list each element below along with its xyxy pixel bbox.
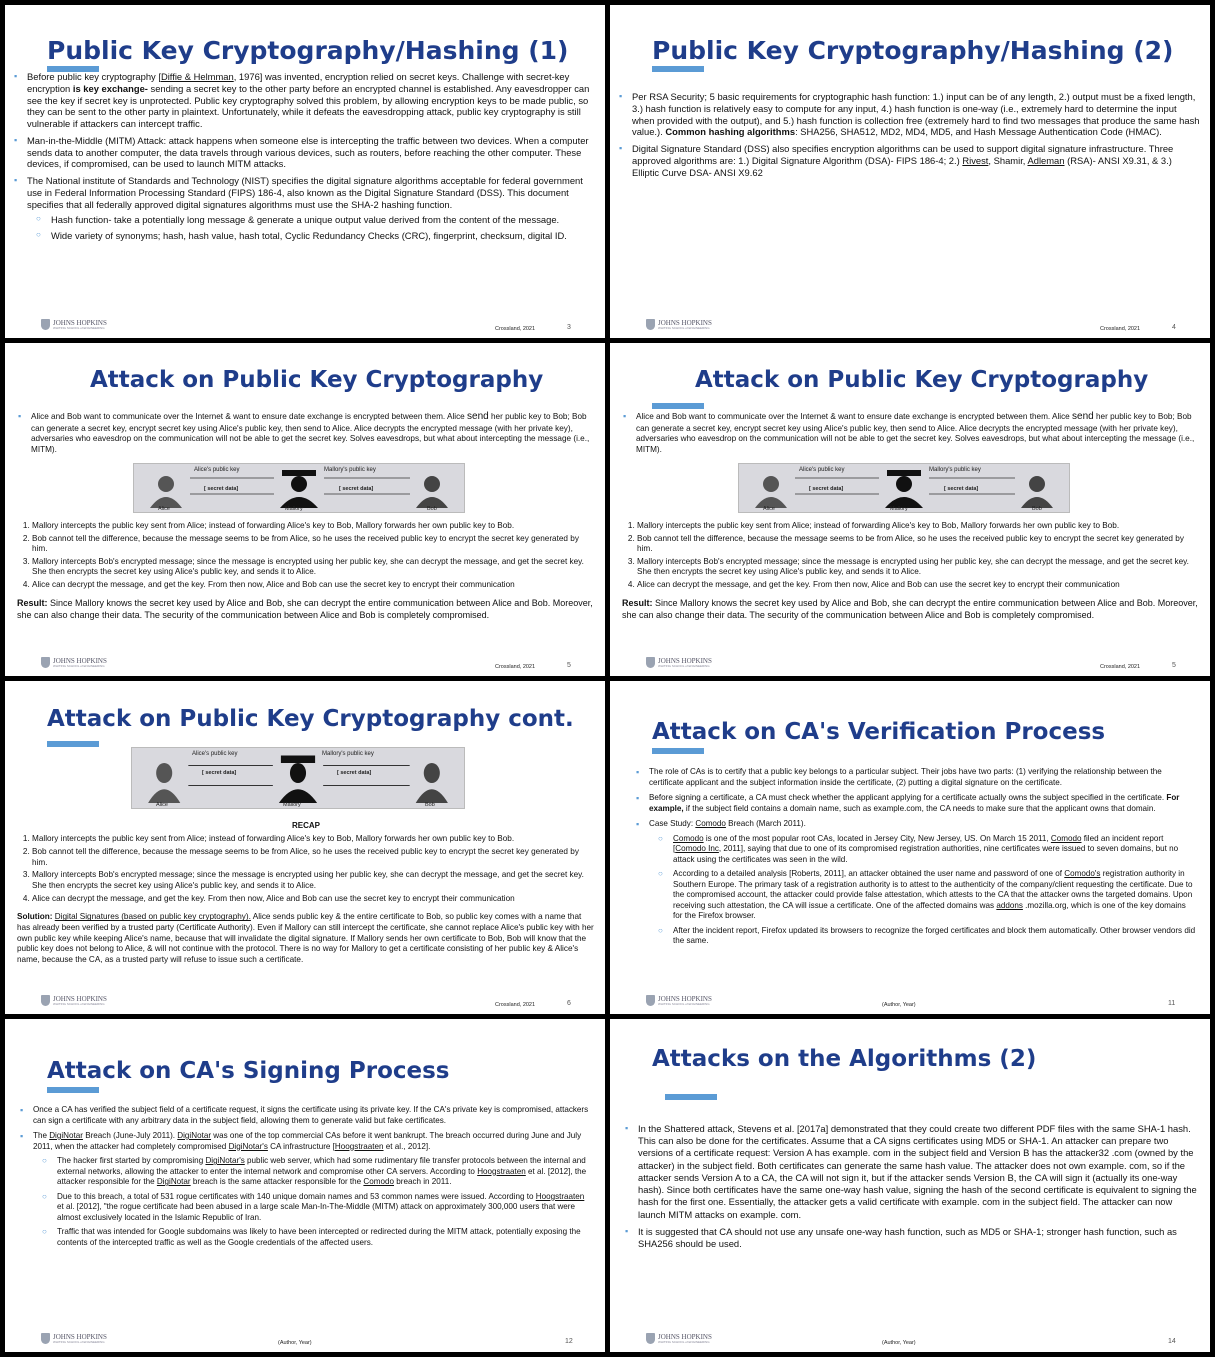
shield-icon (646, 1333, 655, 1344)
mallory-figure (885, 470, 923, 508)
slide-pk-hashing-2 (610, 5, 1210, 338)
mitm-diagram-art (739, 464, 1069, 512)
slide-footer (610, 1326, 1210, 1352)
mallory-key-label: Mallory's public key (324, 467, 376, 473)
slide-title: Attack on CA's Signing Process (47, 1058, 450, 1084)
mallory-label: Mallory (285, 506, 303, 512)
slide-title: Attacks on the Algorithms (2) (652, 1046, 1037, 1072)
mitm-diagram (133, 463, 465, 513)
slide-footer (5, 988, 605, 1014)
jhu-logo: JOHNS HOPKINS WHITING SCHOOL of ENGINEERING (41, 657, 107, 668)
attack-step: 1. Mallory intercepts the public key sent from Alice; instead of forwarding Alice's key to Bob, Mallory forwards her own public key to Bob. (32, 834, 595, 845)
bullet: ▪ The DigiNotar Breach (June-July 2011). DigiNotar was one of the top commercial CAs before it went bankrupt. The breach occurred during June and July 2011, when the attacker had completely compromised DigiNotar's CA infrastructure [Hoogstraaten et al., 2012]. ○ The hacker first started by compromising DigiNotar's public web server, which had some rudimentary file transfer protocols between the internal and external networks, allowing the attacker to enter the internal network and compromise other CA servers. According to Hoogstraaten et al. [2012], the attacker responsible for the DigiNotar breach is the same attacker responsible for the Comodo breach in 2011. ○ Due to this breach, a total of 531 rogue certificates with 140 unique domain names and 53 common names were issued. According to Hoogstraaten et al. [2012], "the rogue certificate had been abused in a large scale Man-In-The-Middle (MITM) attack on approximately 300,000 users that were almost exclusively located in the Islamic Republic of Iran. ○ Traffic that was intended for Google subdomains was likely to have been intercepted or redirected during the MITM attack, potentially exposing the contents of the intercepted traffic as well as the Google credentials of the affected users. (19, 1131, 593, 1248)
bullet: ▪ It is suggested that CA should not use any unsafe one-way hash function, such as MD5 or SHA-1; stronger hash function, such as SHA256 should be used. (624, 1226, 1198, 1250)
attack-step: 4. Alice can decrypt the message, and get the key. From then now, Alice and Bob can use the secret key to encrypt their communication (32, 894, 595, 905)
secret-data-label: [ secret data] (339, 486, 374, 492)
slide-body (618, 91, 1200, 183)
slide-body (624, 1123, 1198, 1255)
title-accent-bar (652, 748, 704, 754)
title-accent-bar (652, 66, 704, 72)
title-accent-bar (652, 403, 704, 409)
page-number: 6 (567, 1000, 571, 1007)
slide-title: Attack on Public Key Cryptography (695, 367, 1149, 393)
result-text: Result: Since Mallory knows the secret key used by Alice and Bob, she can decrypt the entire communication between Alice and Bob. Moreover, she can also change their data. The security of the communication between Alice and Bob is completely compromised. (622, 598, 1198, 620)
slide-author: (Author, Year) (882, 1340, 916, 1346)
slide-ca-signing (5, 1019, 605, 1352)
bob-figure (416, 763, 448, 803)
slide-body (17, 411, 595, 621)
mitm-diagram-art (132, 748, 464, 808)
page-number: 3 (567, 324, 571, 331)
bullet: ▪ The role of CAs is to certify that a public key belongs to a particular subject. Their jobs have two parts: (1) verifying the relationship between the certificate applicant and the subject information inside the certificate, (2) putting a digital signature on the certificate. (635, 767, 1197, 788)
slide-author: (Author, Year) (278, 1340, 312, 1346)
sub-bullet: ○ Traffic that was intended for Google subdomains was likely to have been intercepted or redirected during the MITM attack, potentially exposing the contents of the intercepted traffic as well as the Google credentials of the affected users. (33, 1227, 593, 1248)
mitm-diagram (738, 463, 1070, 513)
shield-icon (41, 1333, 50, 1344)
mitm-diagram (131, 747, 465, 809)
alice-label: Alice (156, 802, 168, 808)
slide-body (17, 819, 595, 966)
attack-step: 2. Bob cannot tell the difference, because the message seems to be from Alice, so he uses the received public key to encrypt the secret key generated by him. (637, 534, 1200, 555)
mitm-diagram-art (134, 464, 464, 512)
mallory-label: Mallory (890, 506, 908, 512)
bullet: ▪ In the Shattered attack, Stevens et al. [2017a] demonstrated that they could create two different PDF files with the same SHA-1 hash. This can also be done for the certificates. Assume that a CA signs certificates using MD5 or SHA-1. An attacker can prepare two versions of a certificate request: Version A has example. com in the subject field and Version B has the attacker32 .com (owned by the attacker) in the subject field. Both certificates can generate the same hash value. The attacker does not own example. com, so if the attacker sends Version A to a CA, the CA will not sign it, but if the attacker sends Version B, the CA will sign it (actually its one-way hash). Since both certificates have the same one-way hash value, signing the hash of the second certificate is equivalent to signing the hash for the first one. Essentially, the attacker gets a valid certificate with example. com in the subject field. The attacker can now launch MITM attacks on example. com. (624, 1123, 1198, 1221)
slide-title: Public Key Cryptography/Hashing (2) (652, 36, 1174, 65)
sub-bullet: ○ Hash function- take a potentially long message & generate a unique output value derived from the content of the message. (27, 214, 593, 226)
slide-author: Crossland, 2021 (495, 326, 536, 332)
page-number: 4 (1172, 324, 1176, 331)
shield-icon (646, 319, 655, 330)
shield-icon (646, 995, 655, 1006)
sub-bullet: ○ Due to this breach, a total of 531 rogue certificates with 140 unique domain names and 53 common names were issued. According to Hoogstraaten et al. [2012], "the rogue certificate had been abused in a large scale Man-In-The-Middle (MITM) attack on approximately 300,000 users that were almost exclusively located in the Islamic Republic of Iran. (33, 1192, 593, 1224)
secret-data-label: [ secret data] (337, 770, 372, 776)
sub-bullet: ○ Wide variety of synonyms; hash, hash value, hash total, Cyclic Redundancy Checks (CRC), fingerprint, checksum, digital ID. (27, 230, 593, 242)
page-number: 5 (1172, 662, 1176, 669)
slide-pk-hashing-1 (5, 5, 605, 338)
slide-footer (610, 650, 1210, 676)
mallory-label: Mallory (283, 802, 301, 808)
slide-footer (5, 650, 605, 676)
slide-attacks-algorithms-2 (610, 1019, 1210, 1352)
slide-attack-pk-cont (5, 681, 605, 1014)
slide-author: (Author, Year) (882, 1002, 916, 1008)
slide-title: Attack on CA's Verification Process (652, 719, 1106, 745)
slide-title: Attack on Public Key Cryptography (90, 367, 544, 393)
bob-label: Bob (425, 802, 435, 808)
secret-data-label: [ secret data] (204, 486, 239, 492)
slide-body (13, 71, 593, 247)
slide-title: Attack on Public Key Cryptography cont. (47, 706, 574, 732)
slide-author: Crossland, 2021 (1100, 326, 1141, 332)
bullet: ▪ Before signing a certificate, a CA must check whether the applicant applying for a certificate actually owns the subject specified in the certificate. For example, if the subject field contains a domain name, such as example.com, the CA needs to make sure that the applicant owns that domain. (635, 793, 1197, 814)
sub-bullet: ○ After the incident report, Firefox updated its browsers to recognize the forged certificates and block them automatically. Other browser vendors did the same. (649, 926, 1197, 947)
alice-key-label: Alice's public key (799, 467, 845, 473)
attack-steps (17, 521, 595, 590)
bob-label: Bob (1032, 506, 1042, 512)
attack-step: 4. Alice can decrypt the message, and get the key. From then now, Alice and Bob can use the secret key to encrypt their communication (637, 580, 1200, 591)
solution-text: Solution: Digital Signatures (based on public key cryptography). Alice sends public key & the entire certificate to Bob, so public key comes with a name that has already been verified by a trusted party (Certificate Authority). Even if Mallory can still intercept the certificate, she cannot replace Alice's public key with her own public key while keeping Alice's name, because that will invalidate the digital signature. If Mallory sends her own certificate to Bob, Bob will know that the public key does not belong to Alice, & will not continue with the protocol. There is no way for Mallory to get a certificate consisting of her public key & Alice's name, because the CA, as a trusted party will refuse to issue such a certificate. (17, 912, 594, 964)
slide-body (19, 1105, 593, 1253)
jhu-logo: JOHNS HOPKINS WHITING SCHOOL of ENGINEERING (646, 319, 712, 330)
jhu-logo: JOHNS HOPKINS WHITING SCHOOL of ENGINEERING (646, 657, 712, 668)
attack-steps (622, 521, 1200, 590)
bullet: ▪ The National institute of Standards and Technology (NIST) specifies the digital signature algorithms acceptable for federal government use in Federal Information Processing Standard (FIPS) 186-4, also known as the Digital Signature Standard (DSS). This document specifies that all federally approved digital signatures algorithms must use the SHA-2 hashing function. ○ Hash function- take a potentially long message & generate a unique output value derived from the content of the message. ○ Wide variety of synonyms; hash, hash value, hash total, Cyclic Redundancy Checks (CRC), fingerprint, checksum, digital ID. (13, 175, 593, 242)
jhu-logo: JOHNS HOPKINS WHITING SCHOOL of ENGINEERING (646, 995, 712, 1006)
sub-bullet: ○ Comodo is one of the most popular root CAs, located in Jersey City, New Jersey, US. On March 15 2011, Comodo filed an incident report [Comodo Inc, 2011], saying that due to one of its compromised registration authorities, nine certificates were issued to seven domains, but no attack using the certificates was seen in the wild. (649, 834, 1197, 866)
title-accent-bar (47, 1087, 99, 1093)
slide-footer (5, 312, 605, 338)
attack-step: 2. Bob cannot tell the difference, because the message seems to be from Alice, so he uses the received public key to encrypt the secret key generated by him. (32, 534, 595, 555)
jhu-logo: JOHNS HOPKINS WHITING SCHOOL of ENGINEERING (41, 319, 107, 330)
page-number: 5 (567, 662, 571, 669)
jhu-logo: JOHNS HOPKINS WHITING SCHOOL of ENGINEERING (41, 1333, 107, 1344)
slide-author: Crossland, 2021 (1100, 664, 1141, 670)
page-number: 11 (1168, 1000, 1176, 1007)
attack-step: 3. Mallory intercepts Bob's encrypted message; since the message is encrypted using her public key, she can decrypt the message, and get the secret key. She then encrypts the secret key using Alice's public key, and sends it to Alice. (32, 557, 595, 578)
slide-attack-pk-a (5, 343, 605, 676)
secret-data-label: [ secret data] (809, 486, 844, 492)
citation-link: Diffie & Helmman (160, 71, 234, 82)
shield-icon (646, 657, 655, 668)
slide-body (622, 411, 1200, 621)
slide-author: Crossland, 2021 (495, 1002, 536, 1008)
bob-figure (416, 476, 448, 508)
alice-figure (755, 476, 787, 508)
slide-footer (610, 312, 1210, 338)
attack-step: 3. Mallory intercepts Bob's encrypted message; since the message is encrypted using her public key, she can decrypt the message, and get the secret key. She then encrypts the secret key using Alice's public key, and sends it to Alice. (637, 557, 1200, 578)
bullet: ▪ Before public key cryptography [Diffie & Helmman, 1976] was invented, encryption relied on secret keys. Challenge with secret-key encryption is key exchange- sending a secret key to the other party before an encrypted channel is established. Any eavesdropper can see the key if secret key is unprotected. Public key cryptography solved this problem, by allowing encryption keys to be made public, so they can be sent to the other party in plaintext. Unfortunately, while it defeats the eavesdropping attack, public key cryptography is still vulnerable if attackers can intercept traffic. (13, 71, 593, 130)
slide-author: Crossland, 2021 (495, 664, 536, 670)
sub-bullet: ○ According to a detailed analysis [Roberts, 2011], an attacker obtained the user name and password of one of Comodo's registration authority in Southern Europe. The primary task of a registration authority is to attest to the authenticity of the company/client requesting the certificate. Due to the compromised account, the attacker could provide false attestation, which attests to the CA that the attacker owns the targeted domains. Upon receiving such attestation, the CA will issue a certificate. One of the affected domains was addons .mozilla.org, which is one of the key domains for the Firefox browser. (649, 869, 1197, 922)
bullet: ▪ Alice and Bob want to communicate over the Internet & want to ensure date exchange is encrypted between them. Alice send her public key to Bob; Bob can generate a secret key, encrypt secret key using Alice's public key, then send to Alice. Alice decrypts the encrypted message (with her private key), adversaries who eavesdrop on the communication will not be able to get the secret key. Solves eavesdrops, but what about intercepting the message (i.e., MITM). (622, 411, 1200, 455)
jhu-logo: JOHNS HOPKINS WHITING SCHOOL of ENGINEERING (646, 1333, 712, 1344)
mallory-key-label: Mallory's public key (929, 467, 981, 473)
title-accent-bar (665, 1094, 717, 1100)
attack-step: 1. Mallory intercepts the public key sent from Alice; instead of forwarding Alice's key to Bob, Mallory forwards her own public key to Bob. (637, 521, 1200, 532)
bullet: ▪ Man-in-the-Middle (MITM) Attack: attack happens when someone else is intercepting the traffic between two devices. When a computer sends data to another computer, the data travels through various devices, such as routers, before reaching the other computer. These devices, if compromised, can be used to launch MITM attacks. (13, 135, 593, 170)
mallory-figure (280, 470, 318, 508)
shield-icon (41, 319, 50, 330)
alice-key-label: Alice's public key (194, 467, 240, 473)
slide-footer (5, 1326, 605, 1352)
sub-bullet: ○ The hacker first started by compromising DigiNotar's public web server, which had some rudimentary file transfer protocols between the internal and external networks, allowing the attacker to enter the internal network and compromise other CA servers. According to Hoogstraaten et al. [2012], the attacker responsible for the DigiNotar breach is the same attacker responsible for the Comodo breach in 2011. (33, 1156, 593, 1188)
bullet: ▪ Case Study: Comodo Breach (March 2011). ○ Comodo is one of the most popular root CAs, located in Jersey City, New Jersey, US. On March 15 2011, Comodo filed an incident report [Comodo Inc, 2011], saying that due to one of its compromised registration authorities, nine certificates were issued to seven domains, but no attack using the certificates was seen in the wild. ○ According to a detailed analysis [Roberts, 2011], an attacker obtained the user name and password of one of Comodo's registration authority in Southern Europe. The primary task of a registration authority is to attest to the authenticity of the company/client requesting the certificate. Due to the compromised account, the attacker could provide false attestation, which attests to the CA that the attacker owns the targeted domains. Upon receiving such attestation, the CA will issue a certificate. One of the affected domains was addons .mozilla.org, which is one of the key domains for the Firefox browser. ○ After the incident report, Firefox updated its browsers to recognize the forged certificates and block them automatically. Other browser vendors did the same. (635, 819, 1197, 947)
slide-body (635, 767, 1197, 952)
alice-key-label: Alice's public key (192, 751, 238, 757)
slide-ca-verification (610, 681, 1210, 1014)
slide-attack-pk-b (610, 343, 1210, 676)
shield-icon (41, 995, 50, 1006)
bullet: ▪ Once a CA has verified the subject field of a certificate request, it signs the certificate using its private key. If the CA's private key is compromised, attackers can sign a certificate with any arbitrary data in the subject field, allowing them to generate valid but fake certificates. (19, 1105, 593, 1126)
attack-step: 3. Mallory intercepts Bob's encrypted message; since the message is encrypted using her public key, she can decrypt the message, and get the secret key. She then encrypts the secret key using Alice's public key, and sends it to Alice. (32, 870, 595, 891)
bullet: ▪ Alice and Bob want to communicate over the Internet & want to ensure date exchange is encrypted between them. Alice send her public key to Bob; Bob can generate a secret key, encrypt secret key using Alice's public key, then send to Alice. Alice decrypts the encrypted message (with her private key), adversaries who eavesdrop on the communication will not be able to get the secret key. Solves eavesdrops, but what about intercepting the message (i.e., MITM). (17, 411, 595, 455)
recap-heading: RECAP (291, 821, 320, 830)
alice-label: Alice (763, 506, 775, 512)
alice-figure (150, 476, 182, 508)
shield-icon (41, 657, 50, 668)
secret-data-label: [ secret data] (202, 770, 237, 776)
attack-step: 4. Alice can decrypt the message, and get the key. From then now, Alice and Bob can use the secret key to encrypt their communication (32, 580, 595, 591)
page-number: 12 (565, 1338, 573, 1345)
mallory-key-label: Mallory's public key (322, 751, 374, 757)
attack-steps (17, 834, 595, 904)
attack-step: 2. Bob cannot tell the difference, because the message seems to be from Alice, so he uses the received public key to encrypt the secret key generated by him. (32, 847, 595, 868)
result-text: Result: Since Mallory knows the secret key used by Alice and Bob, she can decrypt the entire communication between Alice and Bob. Moreover, she can also change their data. The security of the communication between Alice and Bob is completely compromised. (17, 598, 593, 620)
bob-figure (1021, 476, 1053, 508)
alice-figure (148, 763, 180, 803)
bullet: ▪ Per RSA Security; 5 basic requirements for cryptographic hash function: 1.) input can be of any length, 2.) output must be a fixed length, 3.) hash function is relatively easy to compute for any input, 4.) hash function is one-way (i.e., extremely hard to determine the input when provided with the output), and 5.) hash function is collection free (extremely hard to find two messages that produce the same hash value.). Common hashing algorithms: SHA256, SHA512, MD2, MD4, MD5, and Hash Message Authentication Code (HMAC). (618, 91, 1200, 138)
bob-label: Bob (427, 506, 437, 512)
title-accent-bar (47, 741, 99, 747)
attack-step: 1. Mallory intercepts the public key sent from Alice; instead of forwarding Alice's key to Bob, Mallory forwards her own public key to Bob. (32, 521, 595, 532)
secret-data-label: [ secret data] (944, 486, 979, 492)
solution-link: Digital Signatures (based on public key cryptography). (54, 912, 251, 922)
page-number: 14 (1168, 1338, 1176, 1345)
mallory-figure (279, 756, 317, 804)
bullet: ▪ Digital Signature Standard (DSS) also specifies encryption algorithms can be used to support digital signature infrastructure. Three approved algorithms are: 1.) Digital Signature Algorithm (DSA)- FIPS 186-4; 2.) Rivest, Shamir, Adleman (RSA)- ANSI X9.31, & 3.) Elliptic Curve DSA- ANSI X9.62 (618, 143, 1200, 178)
slide-footer (610, 988, 1210, 1014)
slide-title: Public Key Cryptography/Hashing (1) (47, 36, 569, 65)
alice-label: Alice (158, 506, 170, 512)
jhu-logo: JOHNS HOPKINS WHITING SCHOOL of ENGINEERING (41, 995, 107, 1006)
